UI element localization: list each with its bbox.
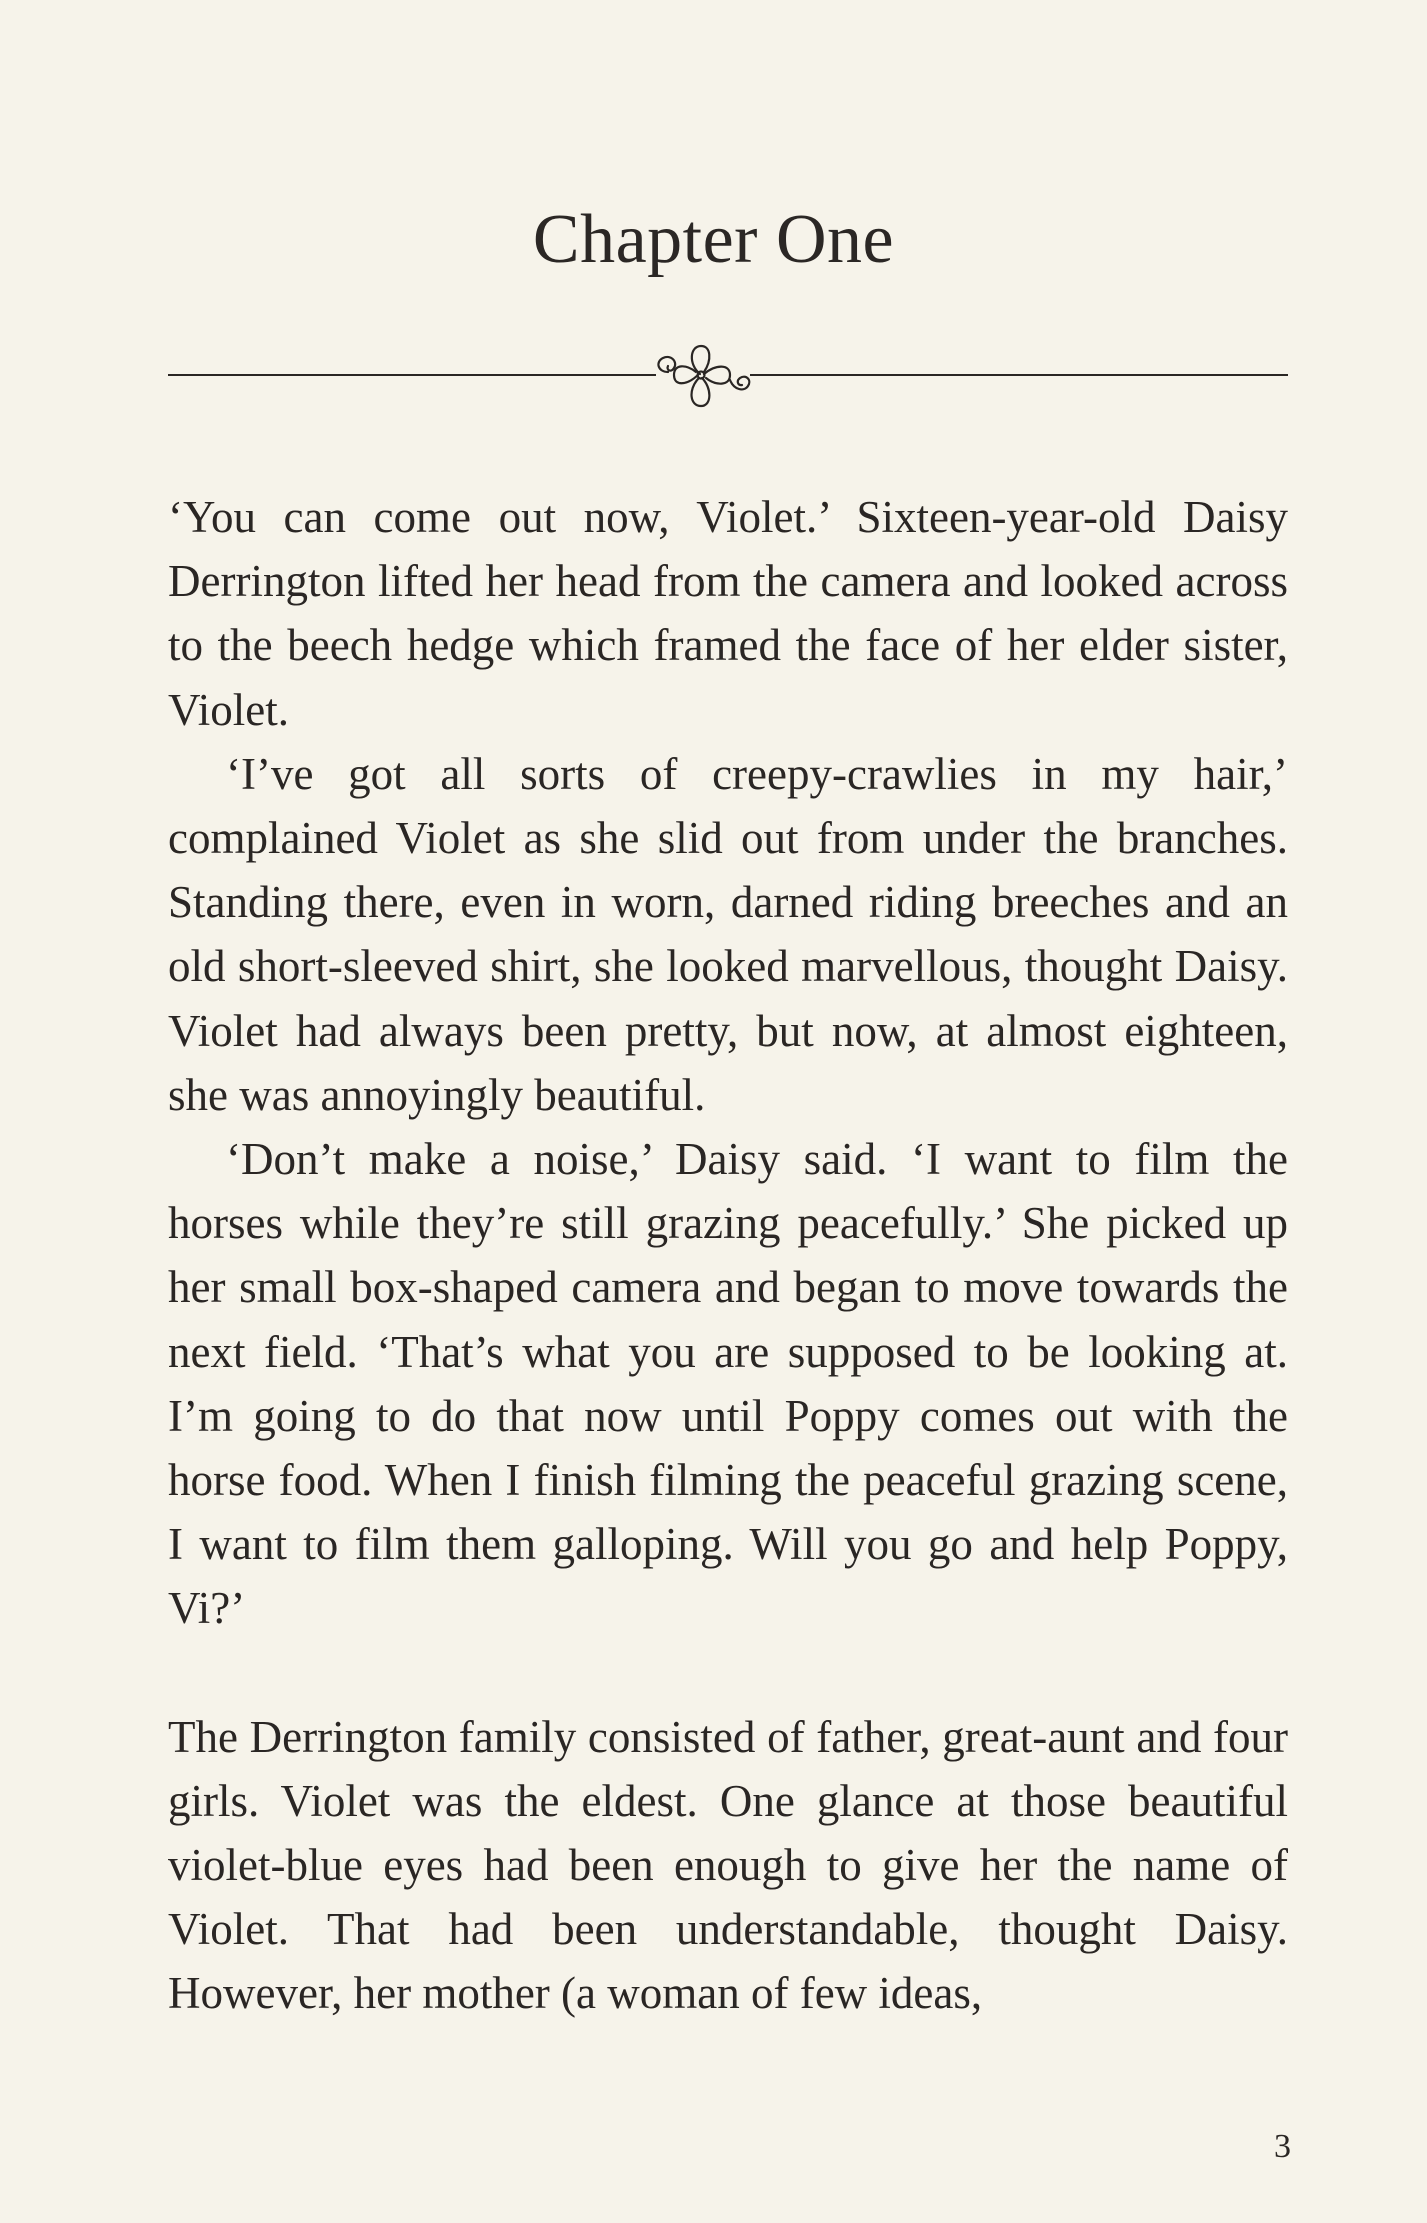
chapter-divider bbox=[168, 330, 1288, 420]
chapter-body bbox=[168, 485, 1288, 2026]
paragraph-1: ‘You can come out now, Violet.’ Sixteen-year-old Daisy Derrington lifted her head from the camera and looked across to the beech hedge which framed the face of her elder sister, Violet. bbox=[168, 492, 1288, 735]
paragraph-4: The Derrington family consisted of father, great-aunt and four girls. Violet was the eldest. One glance at those beautiful violet-blue eyes had been enough to give her the name of Violet. That had been understandable, thought Daisy. However, her mother (a woman of few ideas, bbox=[168, 1711, 1288, 2019]
page-number: 3 bbox=[1274, 2128, 1291, 2165]
paragraph-2: ‘I’ve got all sorts of creepy-crawlies in my hair,’ complained Violet as she slid out from under the branches. Standing there, even in worn, darned riding breeches and an old short-sleeved shirt, she looked marvellous, thought Daisy. Violet had always been pretty, but now, at almost eighteen, she was annoyingly beautiful. bbox=[168, 748, 1288, 1120]
paragraph-3: ‘Don’t make a noise,’ Daisy said. ‘I want to film the horses while they’re still grazing peacefully.’ She picked up her small box-shaped camera and began to move towards the next field. ‘That’s what you are supposed to be looking at. I’m going to do that now until Poppy comes out with the horse food. When I finish filming the peaceful grazing scene, I want to film them galloping. Will you go and help Poppy, Vi?’ bbox=[168, 1134, 1288, 1634]
chapter-title: Chapter One bbox=[532, 201, 895, 278]
flourish-ornament-icon bbox=[656, 346, 750, 406]
